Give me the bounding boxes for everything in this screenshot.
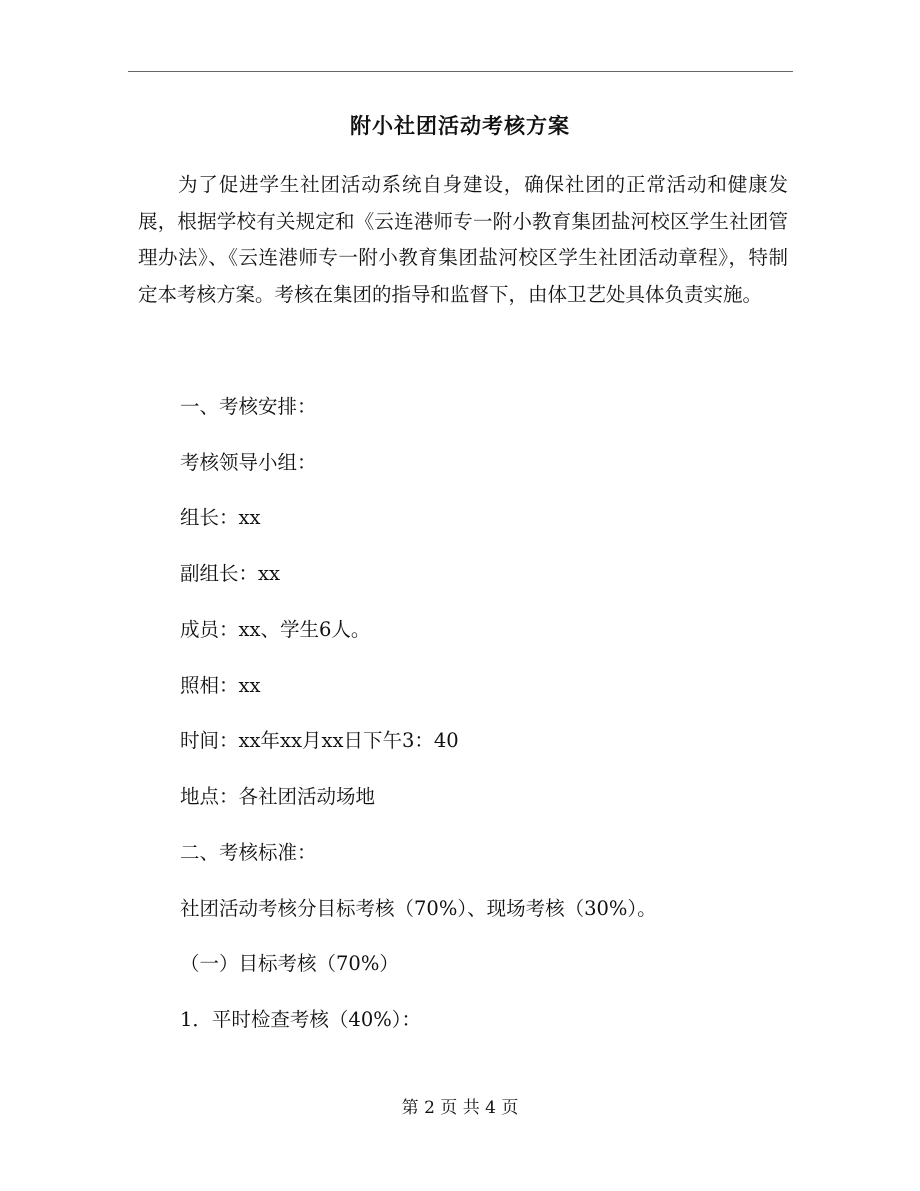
location-line: 地点：各社团活动场地 [180, 785, 376, 808]
intro-paragraph: 为了促进学生社团活动系统自身建设，确保社团的正常活动和健康发展，根据学校有关规定和《云连港师专一附小教育集团盐河校区学生社团管理办法》、《云连港师专一附小教育集团盐河校区学生社团活动章程》，特制定本考核方案。考核在集团的指导和监督下，由体卫艺处具体负责实施。 [138, 173, 788, 306]
page-number-footer: 第 2 页 共 4 页 [401, 1098, 519, 1118]
standards-summary-line: 社团活动考核分目标考核（70%）、现场考核（30%）。 [180, 897, 657, 920]
members-line: 成员：xx、学生6人。 [180, 618, 371, 641]
time-line: 时间：xx年xx月xx日下午3：40 [180, 729, 459, 752]
photographer-line: 照相：xx [180, 674, 261, 697]
deputy-leader-line: 副组长：xx [180, 562, 280, 585]
section-heading-arrangement: 一、考核安排： [180, 395, 317, 418]
subsection-target-assessment: （一）目标考核（70%） [180, 952, 399, 975]
document-title: 附小社团活动考核方案 [350, 113, 570, 138]
section-heading-standards: 二、考核标准： [180, 841, 317, 864]
header-rule [128, 71, 793, 72]
group-leader-line: 组长：xx [180, 506, 261, 529]
leadership-group-label: 考核领导小组： [180, 451, 317, 474]
item-routine-inspection: 1．平时检查考核（40%）： [180, 1008, 421, 1031]
